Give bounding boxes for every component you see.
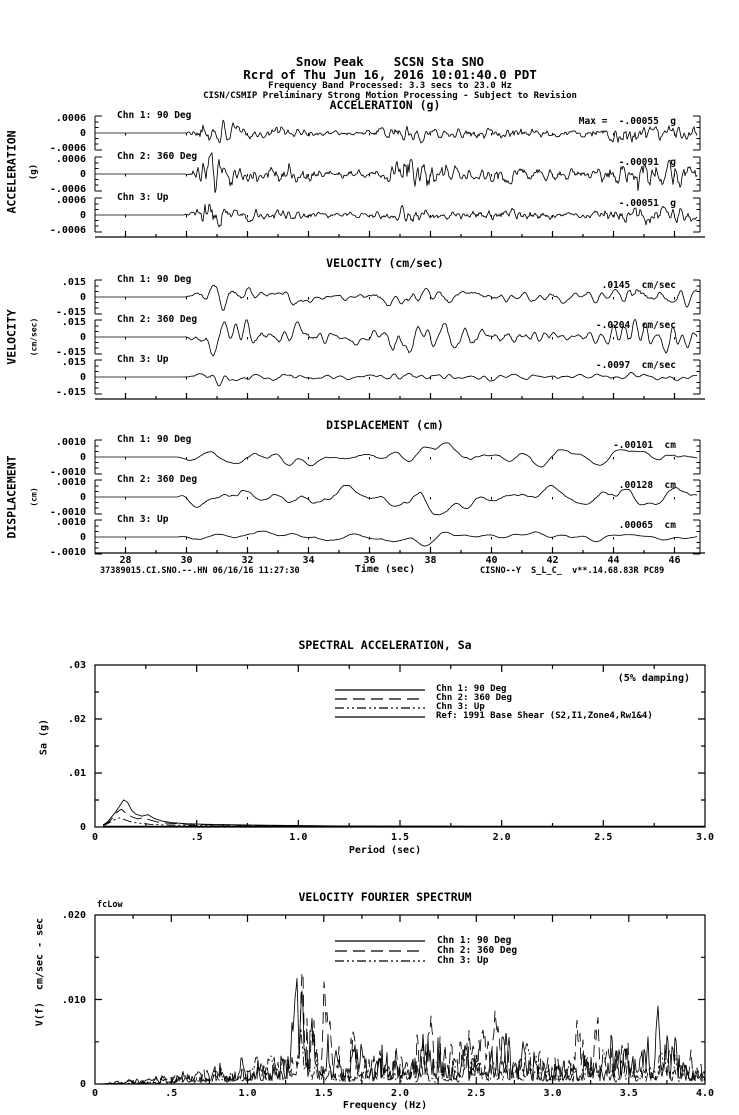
scale-label: .0006 xyxy=(55,154,86,165)
time-tick-label: 32 xyxy=(241,555,254,566)
scale-label: -.015 xyxy=(55,347,86,358)
footer-record-id: 37389015.CI.SNO.--.HN 06/16/16 11:27:30 xyxy=(100,566,300,576)
scale-label: -.0010 xyxy=(49,507,86,518)
scale-label: -.0010 xyxy=(49,467,86,478)
time-tick-label: 40 xyxy=(485,555,498,566)
time-tick-label: 34 xyxy=(302,555,315,566)
time-tick-label: 36 xyxy=(363,555,376,566)
scale-label: .0010 xyxy=(55,477,86,488)
channel-label: Chn 3: Up xyxy=(117,514,169,525)
scale-label: -.0010 xyxy=(49,547,86,558)
fourier-x-tick-label: 1.0 xyxy=(238,1088,257,1099)
scale-label: .0006 xyxy=(55,113,86,124)
fourier-x-tick-label: 0 xyxy=(91,1088,99,1099)
legend-label: Chn 2: 360 Deg xyxy=(437,945,518,956)
max-value-label: -.00051 g xyxy=(618,198,676,209)
velocity-title: VELOCITY (cm/sec) xyxy=(326,256,444,270)
scale-label: .015 xyxy=(61,317,86,328)
sa-x-tick-label: 2.0 xyxy=(492,832,511,843)
max-value-label: .00065 cm xyxy=(618,520,676,531)
scale-label: 0 xyxy=(79,532,86,543)
channel-label: Chn 3: Up xyxy=(117,192,169,203)
velocity-side-unit: (cm/sec) xyxy=(29,317,39,357)
velocity-side-label: VELOCITY xyxy=(4,309,19,365)
legend-label: Chn 1: 90 Deg xyxy=(437,935,512,946)
legend-label: Chn 3: Up xyxy=(436,702,485,712)
scale-label: 0 xyxy=(79,452,86,463)
scale-label: 0 xyxy=(79,210,86,221)
sa-x-tick-label: 1.0 xyxy=(289,832,308,843)
scale-label: 0 xyxy=(79,292,86,303)
acceleration-side-unit: (g) xyxy=(29,163,40,181)
displacement-side-label: DISPLACEMENT xyxy=(4,455,19,539)
scale-label: .015 xyxy=(61,277,86,288)
sa-x-tick-label: 2.5 xyxy=(594,832,613,843)
fourier-title: VELOCITY FOURIER SPECTRUM xyxy=(298,890,472,904)
legend-label: Chn 3: Up xyxy=(437,955,489,966)
fourier-x-tick-label: 2.0 xyxy=(390,1088,410,1099)
header-station-line: Snow Peak SCSN Sta SNO xyxy=(295,54,485,69)
max-value-label: -.00101 cm xyxy=(613,440,676,451)
fourier-y-tick-label: .020 xyxy=(61,910,86,921)
sa-title: SPECTRAL ACCELERATION, Sa xyxy=(298,638,472,652)
scale-label: .0006 xyxy=(55,195,86,206)
time-axis-label: Time (sec) xyxy=(354,564,416,575)
sa-y-tick-label: .02 xyxy=(67,714,86,725)
scale-label: -.015 xyxy=(55,387,86,398)
scale-label: 0 xyxy=(79,332,86,343)
channel-label: Chn 1: 90 Deg xyxy=(117,434,192,445)
fourier-y-tick-label: 0 xyxy=(79,1079,86,1090)
max-value-label: -.0097 cm/sec xyxy=(595,360,676,371)
scale-label: 0 xyxy=(79,128,86,139)
fourier-plot xyxy=(0,905,739,1100)
sa-x-tick-label: 3.0 xyxy=(695,832,715,843)
sa-x-tick-label: 1.5 xyxy=(390,832,410,843)
time-tick-label: 38 xyxy=(424,555,437,566)
acceleration-side-label: ACCELERATION xyxy=(4,130,19,214)
scale-label: .0010 xyxy=(55,517,86,528)
legend-label: Ref: 1991 Base Shear (S2,I1,Zone4,Rw1&4) xyxy=(436,711,653,721)
scale-label: -.0006 xyxy=(49,184,86,195)
sa-x-tick-label: .5 xyxy=(190,832,203,843)
max-value-label: .0145 cm/sec xyxy=(601,280,676,291)
header-record-line: Rcrd of Thu Jun 16, 2016 10:01:40.0 PDT xyxy=(243,67,537,82)
sa-y-tick-label: 0 xyxy=(79,822,86,833)
scale-label: .015 xyxy=(61,357,86,368)
scale-label: 0 xyxy=(79,169,86,180)
fourier-x-tick-label: 2.5 xyxy=(467,1088,486,1099)
fclow-marker: fcLow xyxy=(97,900,123,910)
scale-label: 0 xyxy=(79,492,86,503)
sa-y-axis-label: Sa (g) xyxy=(38,718,50,756)
max-value-label: .00128 cm xyxy=(618,480,676,491)
header-notice-line: CISN/CSMIP Preliminary Strong Motion Processing - Subject to Revision xyxy=(203,91,577,101)
max-value-label: -.0204 cm/sec xyxy=(595,320,676,331)
fourier-x-tick-label: 3.0 xyxy=(543,1088,562,1099)
damping-note: (5% damping) xyxy=(617,673,690,684)
fourier-x-tick-label: 1.5 xyxy=(314,1088,333,1099)
acceleration-title: ACCELERATION (g) xyxy=(329,98,441,112)
displacement-side-unit: (cm) xyxy=(29,487,39,507)
time-tick-label: 42 xyxy=(546,555,559,566)
displacement-title: DISPLACEMENT (cm) xyxy=(326,418,444,432)
footer-processing-id: CISNO--Y S_L_C_ v**.14.68.83R PC89 xyxy=(480,566,665,576)
fourier-x-tick-label: .5 xyxy=(165,1088,178,1099)
header-band-line: Frequency Band Processed: 3.3 secs to 23.0 Hz xyxy=(268,81,512,91)
channel-label: Chn 2: 360 Deg xyxy=(117,151,198,162)
scale-label: -.0006 xyxy=(49,225,86,236)
max-value-label: Max = -.00055 g xyxy=(578,116,676,127)
max-value-label: -.00091 g xyxy=(618,157,676,168)
scale-label: 0 xyxy=(79,372,86,383)
fourier-y-axis-label: V(f) cm/sec - sec xyxy=(34,917,46,1027)
sa-y-tick-label: .03 xyxy=(67,660,86,671)
scale-label: -.015 xyxy=(55,307,86,318)
channel-label: Chn 1: 90 Deg xyxy=(117,274,192,285)
time-tick-label: 30 xyxy=(180,555,193,566)
legend-label: Chn 1: 90 Deg xyxy=(436,684,507,694)
fourier-x-tick-label: 4.0 xyxy=(695,1088,715,1099)
sa-y-tick-label: .01 xyxy=(67,768,86,779)
channel-label: Chn 2: 360 Deg xyxy=(117,314,198,325)
scale-label: .0010 xyxy=(55,437,86,448)
channel-label: Chn 3: Up xyxy=(117,354,169,365)
fourier-x-tick-label: 3.5 xyxy=(619,1088,638,1099)
time-tick-label: 46 xyxy=(668,555,681,566)
time-tick-label: 44 xyxy=(607,555,620,566)
sa-x-tick-label: 0 xyxy=(91,832,99,843)
period-axis-label: Period (sec) xyxy=(348,845,422,856)
frequency-axis-label: Frequency (Hz) xyxy=(342,1100,428,1111)
channel-label: Chn 2: 360 Deg xyxy=(117,474,198,485)
fourier-y-tick-label: .010 xyxy=(61,995,86,1006)
channel-label: Chn 1: 90 Deg xyxy=(117,110,192,121)
time-tick-label: 28 xyxy=(119,555,132,566)
scale-label: -.0006 xyxy=(49,143,86,154)
legend-label: Chn 2: 360 Deg xyxy=(436,693,512,703)
